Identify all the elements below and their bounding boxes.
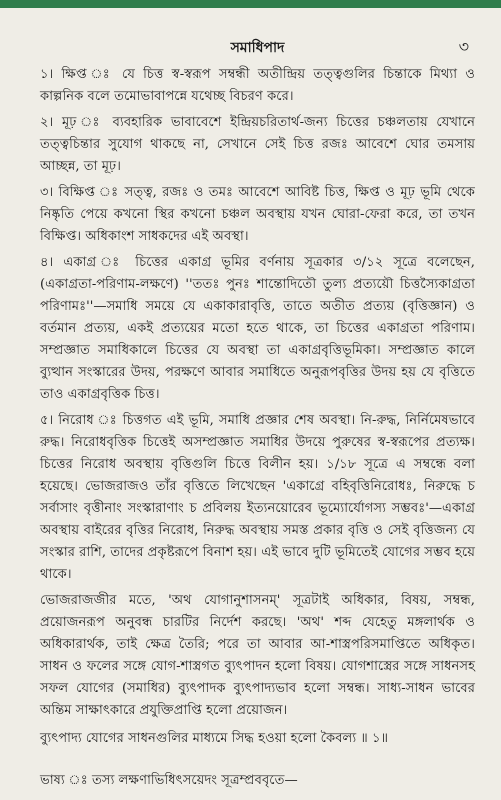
para-ekagra: ৪। একাগ্র ঃ চিত্তের একাগ্র ভূমির বর্ণনায় সূত্রকার ৩/১২ সূত্রে বলেছেন, (একাগ্রতা-পরিণাম-লক্ষণে) ''ততঃ পুনঃ শান্তোদিতৌ তুল্য প্রত্যয়ৌ চিত্তস্যৈকাগ্রতা পরিণামঃ''—সমাধি সময়ে যে একাকারাবৃত্তি, তাতে অতীত প্রত্যয় (বৃত্তিজ্ঞান) ও বর্তমান প্রত্যয়, একই প্রত্যয়ের মতো হতে থাকে, তা চিত্তের একাগ্রতা পরিণাম। সম্প্রজ্ঞাত সমাধিকালে চিত্তের যে অবস্থা তা একাগ্রবৃত্তিভূমিকা। সম্প্রজ্ঞাত কালে ব্যুত্থান সংস্কারের উদয়, পরক্ষণে আবার সমাধিতে অনুরূপবৃত্তির উদয় হয় যে বৃত্তিতে তাও একাগ্রবৃত্তিক চিত্ত।	[40, 255, 475, 402]
para-mudha: ২। মূঢ় ঃ ব্যবহারিক ভাবাবেশে ইন্দ্রিয়চরিতার্থ-জন্য চিত্তের চঞ্চলতায় যেখানে তত্ত্বচিন্তার সুযোগ থাকছে না, সেখানে সেই চিত্ত রজঃ আবেশে ঘোর তমসায় আচ্ছন্ন, তা মূঢ়।	[40, 115, 475, 174]
page-number: ৩	[458, 37, 469, 56]
running-title: সমাধিপাদ	[230, 40, 285, 56]
para-kaivalya: ব্যুৎপাদ্য যোগের সাধনগুলির মাধ্যমে সিদ্ধ হওয়া হলো কৈবল্য ॥ ১॥	[40, 731, 389, 746]
para-vikshipta: ৩। বিক্ষিপ্ত ঃ সত্ত্ব, রজঃ ও তমঃ আবেশে আবিষ্ট চিত্ত, ক্ষিপ্ত ও মূঢ় ভূমি থেকে নিষ্কৃতি পেয়ে কখনো স্থির কখনো চঞ্চল অবস্থায় যখন ঘোরা-ফেরা করে, তা তখন বিক্ষিপ্ত। অধিকাংশ সাধকদের এই অবস্থা।	[40, 185, 475, 244]
page-header	[40, 34, 475, 60]
para-kshipta: ১। ক্ষিপ্ত ঃ যে চিত্ত স্ব-স্বরূপ সম্বন্ধী অতীন্দ্রিয় তত্ত্বগুলির চিন্তাকে মিথ্যা ও কাল্পনিক বলে তমোভাবাপন্নে যথেচ্ছ বিচরণ করে।	[40, 67, 475, 104]
bhashya-line: ভাষ্য ঃ তস্য লক্ষণাভিধিৎসয়েদং সূত্রম্প্রববৃতে—	[40, 773, 298, 788]
para-nirodha: ৫। নিরোধ ঃ চিত্তগত এই ভূমি, সমাধি প্রজ্ঞার শেষ অবস্থা। নি-রুদ্ধ, নির্নিমেষভাবে রুদ্ধ। নিরোধবৃত্তিক চিত্তেই অসম্প্রজ্ঞাত সমাধির উদয়ে পুরুষের স্ব-স্বরূপের প্রত্যক্ষ। চিত্তের নিরোধ অবস্থায় বৃত্তিগুলি চিত্তে বিলীন হয়। ১/১৮ সূত্রে এ সম্বন্ধে বলা হয়েছে। ভোজরাজও তাঁর বৃত্তিতে লিখেছেন 'একাগ্রে বহিবৃত্তিনিরোধঃ, নিরুদ্ধে চ সর্বাসাং বৃত্তীনাং সংস্কারাণাং চ প্রবিলয় ইত্যনয়োরেব ভূম্যোর্যোগস্য সম্ভবঃ'—একাগ্র অবস্থায় বাইরের বৃত্তির নিরোধ, নিরুদ্ধ অবস্থায় সমস্ত প্রকার বৃত্তি ও সেই বৃত্তিজন্য যে সংস্কার রাশি, তাদের প্রকৃষ্টরূপে বিনাশ হয়। এই ভাবে দুটি ভূমিতেই যোগের সম্ভব হয়ে থাকে।	[40, 413, 475, 582]
para-bhojaraja: ভোজরাজজীর মতে, 'অথ যোগানুশাসনম্' সূত্রটাই অধিকার, বিষয়, সম্বন্ধ, প্রয়োজনরূপ অনুবন্ধ চারটির নির্দেশ করছে। 'অথ' শব্দ যেহেতু মঙ্গলার্থক ও অধিকারার্থক, তাই ক্ষেত্র তৈরি; পরে তা আবার আ-শাস্ত্রপরিসমাপ্তিতে অধিকৃত। সাধন ও ফলের সঙ্গে যোগ-শাস্ত্রগত ব্যুৎপাদন হলো বিষয়। যোগশাস্ত্রের সঙ্গে সাধনসহ সফল যোগের (সমাধির) ব্যুৎপাদক ব্যুৎপাদ্যভাব হলো সম্বন্ধ। সাধ্য-সাধন ভাবের অন্তিম সাক্ষাৎকারে প্রযুক্তিপ্রাপ্তি হলো প্রয়োজন।	[40, 593, 475, 718]
top-color-strip	[0, 0, 501, 8]
